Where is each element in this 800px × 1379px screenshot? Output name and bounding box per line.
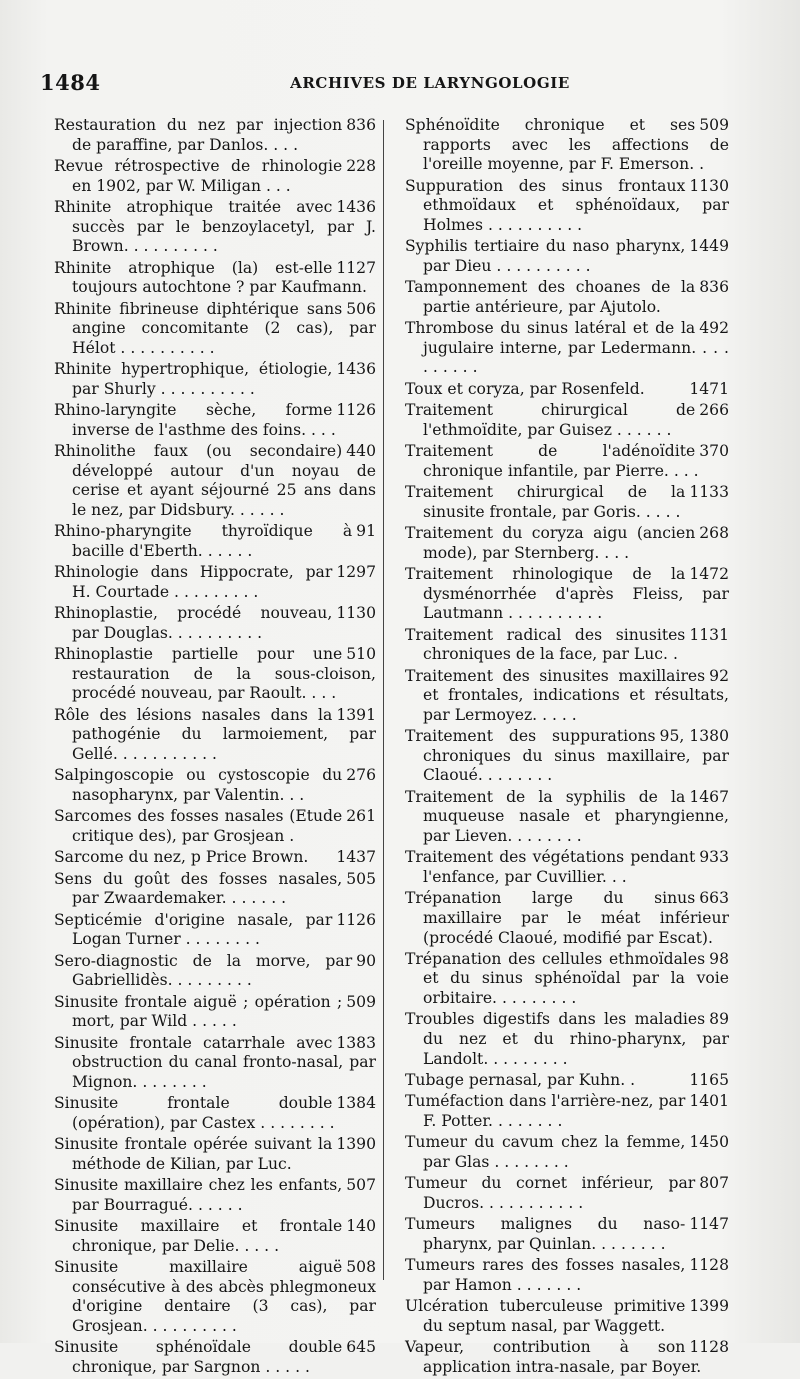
index-entry <box>405 177 729 236</box>
entry-text: Traitement des sinusites maxillaires et frontales, indications et résultats, par Lermoyez. . . . . <box>405 666 729 724</box>
index-entry <box>54 1338 376 1377</box>
entry-page-ref: 1127 <box>336 258 376 277</box>
entry-text: Sinusite maxillaire aiguë consécutive à des abcès phlegmoneux d'origine dentaire (3 cas), par Grosjean. . . . . . . . . . <box>54 1258 376 1335</box>
entry-page-ref: 645 <box>346 1338 376 1357</box>
index-entry <box>405 319 729 378</box>
entry-text: Sarcome du nez, p Price Brown. <box>54 848 309 867</box>
index-entry <box>54 870 376 909</box>
entry-page-ref: 807 <box>699 1174 729 1193</box>
entry-page-ref: 1297 <box>336 563 376 582</box>
index-entry <box>405 1338 729 1377</box>
entry-page-ref: 266 <box>699 401 729 420</box>
entry-text: Rhinoplastie, procédé nouveau, par Douglas. . . . . . . . . . <box>54 604 333 642</box>
entry-page-ref: 1126 <box>336 401 376 420</box>
index-entry <box>405 278 729 317</box>
index-entry <box>405 848 729 887</box>
index-entry <box>54 952 376 991</box>
index-entry <box>54 1094 376 1133</box>
index-entry <box>405 1010 729 1069</box>
page-number: 1484 <box>40 70 101 95</box>
index-entry <box>54 259 376 298</box>
entry-text: Restauration du nez par injection de paraffine, par Danlos. . . . <box>54 116 343 154</box>
entry-page-ref: 1436 <box>336 197 376 216</box>
entry-text: Rhinologie dans Hippocrate, par H. Courtade . . . . . . . . . <box>54 563 333 601</box>
entry-page-ref: 1437 <box>336 848 376 867</box>
entry-text: Tumeur du cavum chez la femme, par Glas . . . . . . . . <box>405 1133 686 1172</box>
entry-text: Rhinite fibrineuse diphtérique sans angine concomitante (2 cas), par Hélot . . . . . . . . . . <box>54 299 376 357</box>
index-entry <box>54 563 376 602</box>
entry-page-ref: 370 <box>699 442 729 461</box>
entry-page-ref: 91 <box>356 522 376 541</box>
index-entry <box>54 706 376 765</box>
entry-page-ref: 663 <box>699 889 729 908</box>
index-entry <box>405 483 729 522</box>
entry-page-ref: 1401 <box>689 1092 729 1111</box>
index-entry <box>54 766 376 805</box>
index-entry <box>405 442 729 481</box>
entry-text: Troubles digestifs dans les maladies du nez et du rhino-pharynx, par Landolt. . . . . . . . . <box>405 1010 729 1068</box>
entry-page-ref: 1165 <box>689 1071 729 1090</box>
index-entry <box>54 442 376 520</box>
entry-text: Tumeurs rares des fosses nasales, par Hamon . . . . . . . <box>405 1256 686 1294</box>
entry-page-ref: 1128 <box>689 1338 729 1357</box>
entry-text: Rhino-pharyngite thyroïdique à bacille d'Eberth. . . . . . <box>54 522 353 560</box>
entry-page-ref: 509 <box>346 992 376 1011</box>
index-entry <box>405 889 729 948</box>
index-entry <box>405 727 729 786</box>
index-entry <box>405 401 729 440</box>
entry-page-ref: 276 <box>346 766 376 785</box>
index-entry <box>54 645 376 704</box>
entry-page-ref: 1147 <box>689 1215 729 1234</box>
index-entry <box>54 1135 376 1174</box>
entry-text: Trépanation des cellules ethmoïdales et du sinus sphénoïdal par la voie orbitaire. . . . . . . . . <box>405 949 729 1008</box>
index-entry <box>54 848 376 868</box>
page-header <box>40 70 780 98</box>
entry-page-ref: 1130 <box>689 176 729 195</box>
index-entry <box>405 950 729 1009</box>
index-entry <box>405 788 729 847</box>
entry-text: Suppuration des sinus frontaux ethmoïdaux et sphénoïdaux, par Holmes . . . . . . . . . . <box>405 176 729 234</box>
entry-page-ref: 1131 <box>689 625 729 644</box>
entry-text: Tumeurs malignes du naso-pharynx, par Quinlan. . . . . . . . <box>405 1215 686 1253</box>
entry-text: Sinusite frontale opérée suivant la méthode de Kilian, par Luc. <box>54 1135 333 1173</box>
index-column-right <box>405 116 729 1379</box>
index-entry <box>54 360 376 399</box>
index-entry <box>54 1258 376 1336</box>
entry-page-ref: 505 <box>346 869 376 888</box>
entry-page-ref: 261 <box>346 807 376 826</box>
entry-text: Sarcomes des fosses nasales (Etude critique des), par Grosjean . <box>54 807 343 845</box>
entry-page-ref: 1128 <box>689 1256 729 1275</box>
index-entry <box>54 401 376 440</box>
entry-page-ref: 1436 <box>336 360 376 379</box>
entry-page-ref: 933 <box>699 848 729 867</box>
index-entry <box>54 604 376 643</box>
entry-page-ref: 1126 <box>336 910 376 929</box>
index-entry <box>54 522 376 561</box>
entry-page-ref: 90 <box>356 951 376 970</box>
entry-text: Traitement chirurgical de l'ethmoïdite, par Guisez . . . . . . <box>405 401 696 439</box>
column-divider <box>383 120 384 1280</box>
index-entry <box>54 1176 376 1215</box>
entry-text: Rhino-laryngite sèche, forme inverse de l'asthme des foins. . . . <box>54 401 336 439</box>
entry-text: Sero-diagnostic de la morve, par Gabriellidès. . . . . . . . . <box>54 951 353 990</box>
entry-page-ref: 1130 <box>336 604 376 623</box>
entry-text: Rhinite atrophique traitée avec succès par le benzoylacetyl, par J. Brown. . . . . . . . . . <box>54 197 376 256</box>
index-entry <box>54 198 376 257</box>
entry-text: Sinusite frontale double (opération), par Castex . . . . . . . . <box>54 1094 335 1132</box>
entry-text: Syphilis tertiaire du naso pharynx, par Dieu . . . . . . . . . . <box>405 237 686 275</box>
entry-text: Rhinolithe faux (ou secondaire) développé autour d'un noyau de cerise et ayant séjourné 25 ans dans le nez, par Didsbury. . . . . . <box>54 442 376 519</box>
index-entry <box>405 1174 729 1213</box>
entry-text: Trépanation large du sinus maxillaire par le méat inférieur (procédé Claoué, modifié par Escat). <box>405 889 729 947</box>
entry-text: Tuméfaction dans l'arrière-nez, par F. Potter. . . . . . . . <box>405 1092 686 1131</box>
entry-text: Rhinoplastie partielle pour une restauration de la sous-cloison, procédé nouveau, par Raoult. . . . <box>54 645 376 703</box>
index-entry <box>54 807 376 846</box>
index-entry <box>54 993 376 1032</box>
entry-text: Traitement du coryza aigu (ancien mode), par Sternberg. . . . <box>405 524 696 562</box>
entry-page-ref: 836 <box>699 278 729 297</box>
entry-text: Sinusite sphénoïdale double chronique, par Sargnon . . . . . <box>54 1338 343 1376</box>
entry-text: Sinusite maxillaire et frontale chronique, par Delie. . . . . <box>54 1217 343 1255</box>
entry-text: Revue rétrospective de rhinologie en 1902, par W. Miligan . . . <box>54 156 343 195</box>
entry-text: Traitement de l'adénoïdite chronique infantile, par Pierre. . . . <box>405 442 699 480</box>
entry-text: Tamponnement des choanes de la partie antérieure, par Ajutolo. <box>405 278 696 316</box>
entry-text: Salpingoscopie ou cystoscopie du nasopharynx, par Valentin. . . <box>54 766 343 804</box>
entry-text: Rôle des lésions nasales dans la pathogénie du larmoiement, par Gellé. . . . . . . . . . . <box>54 705 376 763</box>
entry-page-ref: 228 <box>346 156 376 175</box>
index-entry <box>405 1256 729 1295</box>
entry-text: Traitement rhinologique de la dysménorrhée d'après Fleiss, par Lautmann . . . . . . . . . . <box>405 565 729 623</box>
entry-page-ref: 506 <box>346 299 376 318</box>
index-entry <box>405 116 729 175</box>
index-entry <box>405 667 729 726</box>
index-entry <box>54 157 376 196</box>
entry-text: Sinusite frontale catarrhale avec obstruction du canal fronto-nasal, par Mignon. . . . . . . . <box>54 1033 376 1091</box>
entry-text: Toux et coryza, par Rosenfeld. <box>405 379 645 398</box>
index-entry <box>54 300 376 359</box>
index-entry <box>54 911 376 950</box>
entry-page-ref: 510 <box>346 645 376 664</box>
entry-page-ref: 836 <box>346 116 376 134</box>
entry-text: Tumeur du cornet inférieur, par Ducros. . . . . . . . . . . <box>405 1174 696 1212</box>
entry-page-ref: 1449 <box>689 237 729 256</box>
index-entry <box>405 1133 729 1172</box>
entry-page-ref: 1472 <box>689 565 729 584</box>
entry-page-ref: 140 <box>346 1217 376 1236</box>
entry-text: Traitement chirurgical de la sinusite frontale, par Goris. . . . . <box>405 483 686 521</box>
entry-text: Septicémie d'origine nasale, par Logan Turner . . . . . . . . <box>54 910 333 949</box>
index-entry <box>54 1034 376 1093</box>
entry-page-ref: 508 <box>346 1258 376 1277</box>
entry-text: Rhinite hypertrophique, étiologie, par Shurly . . . . . . . . . . <box>54 360 333 398</box>
index-entry <box>405 1092 729 1131</box>
index-entry <box>405 626 729 665</box>
entry-page-ref: 1471 <box>689 379 729 398</box>
index-column-left <box>54 116 376 1379</box>
entry-page-ref: 509 <box>699 116 729 134</box>
index-entry <box>405 237 729 276</box>
entry-text: Ulcération tuberculeuse primitive du septum nasal, par Waggett. <box>405 1297 686 1335</box>
entry-page-ref: 1133 <box>689 483 729 502</box>
index-entry <box>405 1215 729 1254</box>
entry-page-ref: 1450 <box>689 1133 729 1152</box>
entry-text: Traitement radical des sinusites chroniques de la face, par Luc. . <box>405 625 686 664</box>
entry-page-ref: 1391 <box>336 705 376 724</box>
entry-page-ref: 95, 1380 <box>659 727 729 746</box>
entry-text: Tubage pernasal, par Kuhn. . <box>405 1071 636 1090</box>
entry-text: Traitement des végétations pendant l'enfance, par Cuvillier. . . <box>405 848 696 886</box>
entry-text: Sens du goût des fosses nasales, par Zwaardemaker. . . . . . . <box>54 869 343 908</box>
entry-text: Sinusite maxillaire chez les enfants, par Bourragué. . . . . . <box>54 1176 343 1214</box>
index-entry <box>405 1297 729 1336</box>
index-entry <box>405 524 729 563</box>
entry-page-ref: 440 <box>346 442 376 461</box>
entry-text: Sphénoïdite chronique et ses rapports avec les affections de l'oreille moyenne, par F. Emerson. . <box>405 116 729 174</box>
entry-text: Vapeur, contribution à son application intra-nasale, par Boyer. <box>405 1338 702 1376</box>
entry-text: Thrombose du sinus latéral et de la jugulaire interne, par Ledermann. . . . . . . . . . <box>405 319 729 377</box>
running-title: ARCHIVES DE LARYNGOLOGIE <box>290 74 570 92</box>
entry-page-ref: 89 <box>709 1010 729 1029</box>
entry-text: Traitement de la syphilis de la muqueuse nasale et pharyngienne, par Lieven. . . . . . . . <box>405 787 729 845</box>
entry-page-ref: 507 <box>346 1176 376 1195</box>
entry-page-ref: 1390 <box>336 1135 376 1154</box>
entry-text: Traitement des suppurations chroniques du sinus maxillaire, par Claoué. . . . . . . . <box>405 727 729 785</box>
entry-text: Rhinite atrophique (la) est-elle toujours autochtone ? par Kaufmann. <box>54 258 367 297</box>
entry-page-ref: 1383 <box>336 1033 376 1052</box>
entry-page-ref: 92 <box>709 666 729 685</box>
entry-page-ref: 1399 <box>689 1297 729 1316</box>
entry-page-ref: 1467 <box>689 787 729 806</box>
index-entry <box>54 116 376 155</box>
index-entry <box>405 1071 729 1091</box>
index-entry <box>405 380 729 400</box>
entry-page-ref: 268 <box>699 524 729 543</box>
entry-page-ref: 98 <box>709 949 729 968</box>
index-entry <box>54 1217 376 1256</box>
entry-text: Sinusite frontale aiguë ; opération ; mort, par Wild . . . . . <box>54 992 343 1031</box>
entry-page-ref: 1384 <box>336 1094 376 1113</box>
index-entry <box>405 565 729 624</box>
entry-page-ref: 492 <box>699 319 729 338</box>
